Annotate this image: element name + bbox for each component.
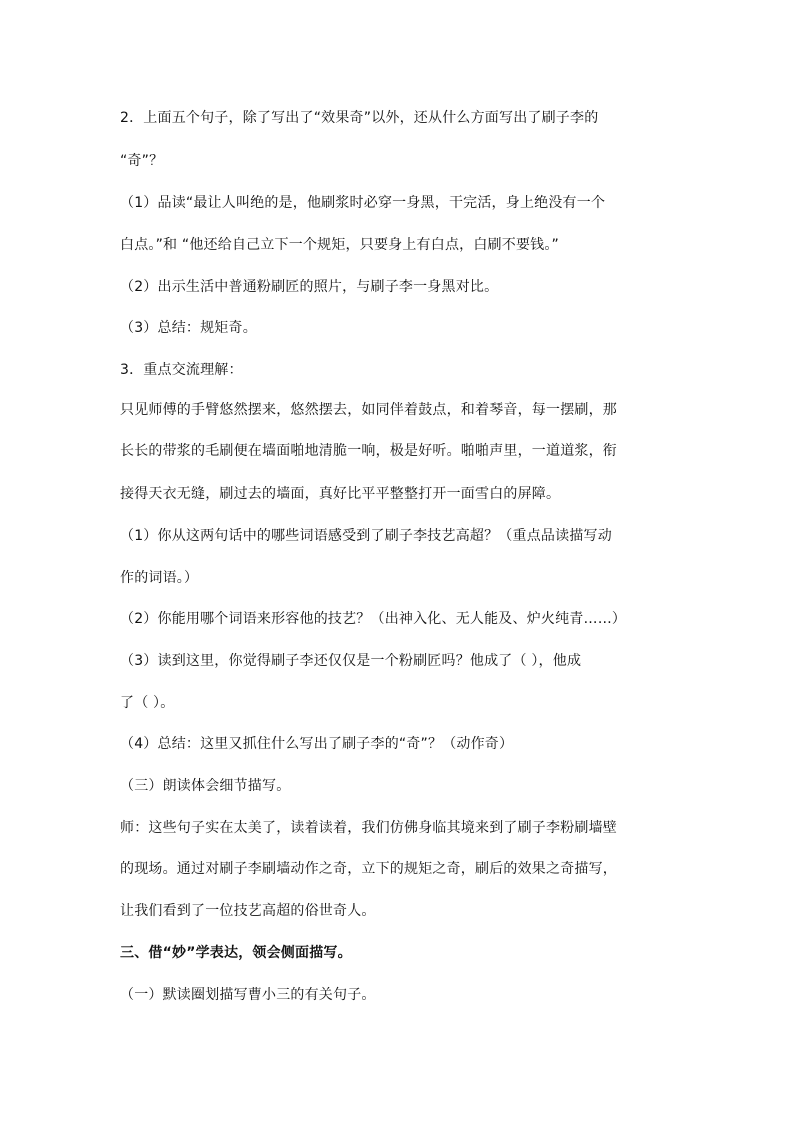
quote-line: 只见师傅的手臂悠然摆来，悠然摆去，如同伴着鼓点，和着琴音，每一摆刷，那 xyxy=(120,402,617,418)
section-heading: 3．重点交流理解： xyxy=(120,362,243,378)
paragraph-line: （4）总结：这里又抓住什么写出了刷子李的“奇”？（动作奇） xyxy=(120,736,514,752)
paragraph-line: “奇”？ xyxy=(120,153,164,169)
paragraph-line: 师：这些句子实在太美了，读着读着，我们仿佛身临其境来到了刷子李粉刷墙壁 xyxy=(120,820,617,836)
paragraph-line: 了（ ）。 xyxy=(120,695,175,711)
paragraph-line: （2）你能用哪个词语来形容他的技艺？（出神入化、无人能及、炉火纯青……） xyxy=(120,611,627,627)
paragraph-line: （1）品读“最让人叫绝的是，他刷浆时必穿一身黑，干完活，身上绝没有一个 xyxy=(120,195,606,211)
paragraph-line: （3）总结：规矩奇。 xyxy=(120,320,257,336)
quote-line: 接得天衣无缝，刷过去的墙面，真好比平平整整打开一面雪白的屏障。 xyxy=(120,486,561,502)
section-heading: （三）朗读体会细节描写。 xyxy=(120,778,291,794)
paragraph-line: 让我们看到了一位技艺高超的俗世奇人。 xyxy=(120,903,376,919)
paragraph-line: （一）默读圈划描写曹小三的有关句子。 xyxy=(120,987,376,1003)
paragraph-line: 2．上面五个句子，除了写出了“效果奇”以外，还从什么方面写出了刷子李的 xyxy=(120,110,599,126)
paragraph-line: （1）你从这两句话中的哪些词语感受到了刷子李技艺高超？（重点品读描写动 xyxy=(120,528,612,544)
paragraph-line: 作的词语。） xyxy=(120,570,199,586)
paragraph-line: 白点。”和 “他还给自己立下一个规矩，只要身上有白点，白刷不要钱。” xyxy=(120,237,560,253)
section-heading-bold: 三、借“妙”学表达，领会侧面描写。 xyxy=(120,945,352,961)
paragraph-line: （2）出示生活中普通粉刷匠的照片，与刷子李一身黑对比。 xyxy=(120,279,499,295)
paragraph-line: （3）读到这里，你觉得刷子李还仅仅是一个粉刷匠吗？他成了（ ），他成 xyxy=(120,653,582,669)
paragraph-line: 的现场。通过对刷子李刷墙动作之奇，立下的规矩之奇，刷后的效果之奇描写， xyxy=(120,861,617,877)
quote-line: 长长的带浆的毛刷便在墙面啪地清脆一响，极是好听。啪啪声里，一道道浆，衔 xyxy=(120,443,617,459)
